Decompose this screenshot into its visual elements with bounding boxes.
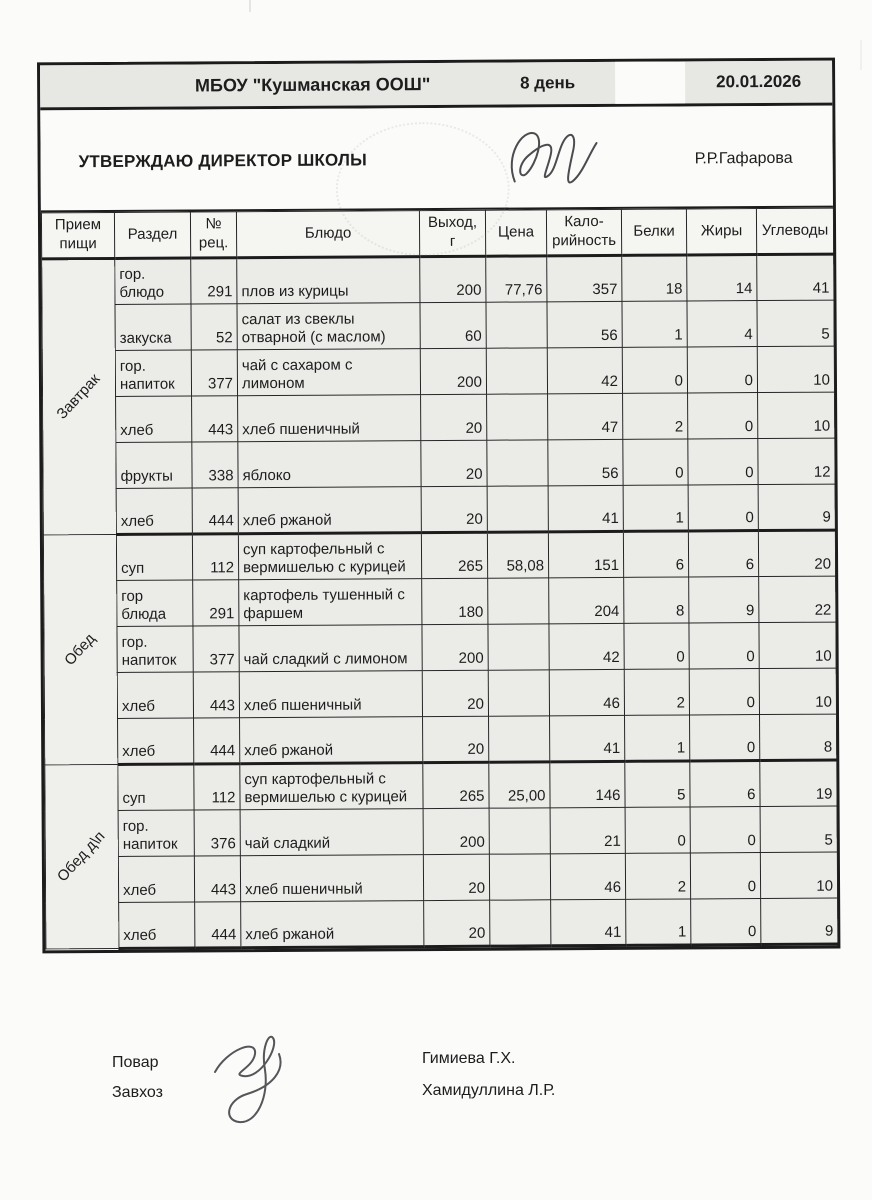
title-band-gap bbox=[615, 61, 685, 103]
cell-output-g: 20 bbox=[421, 440, 487, 486]
cell-protein: 1 bbox=[626, 899, 691, 945]
cell-price: 77,76 bbox=[486, 256, 547, 302]
cell-fat: 0 bbox=[689, 669, 759, 715]
cell-output-g: 180 bbox=[422, 578, 488, 624]
col-header: Жиры bbox=[686, 209, 756, 255]
cell-price bbox=[490, 900, 551, 946]
table-row bbox=[43, 484, 835, 535]
cell-protein: 0 bbox=[625, 807, 690, 853]
cell-razdel: гор блюда bbox=[117, 580, 193, 626]
col-header: Выход, г bbox=[419, 210, 485, 256]
cell-calories: 47 bbox=[548, 393, 623, 439]
director-name: Р.Р.Гафарова bbox=[694, 149, 793, 168]
meal-label: Обед д\п bbox=[53, 827, 109, 885]
cell-carbs: 9 bbox=[758, 484, 835, 530]
cell-price bbox=[489, 854, 550, 900]
cell-razdel: закуска bbox=[115, 304, 191, 350]
cell-fat: 4 bbox=[687, 301, 757, 347]
cell-recipe-number: 444 bbox=[195, 902, 241, 948]
cell-razdel: хлеб bbox=[118, 856, 194, 902]
cell-protein: 0 bbox=[624, 623, 689, 669]
director-signature-icon bbox=[492, 115, 618, 206]
cell-dish: чай сладкий с лимоном bbox=[239, 625, 422, 672]
footer-signatures bbox=[37, 1044, 829, 1164]
cell-output-g: 20 bbox=[422, 670, 488, 716]
menu-day: 8 день bbox=[520, 73, 576, 93]
cell-carbs: 41 bbox=[757, 254, 834, 300]
cell-protein: 8 bbox=[624, 577, 689, 623]
cell-razdel: суп bbox=[116, 534, 192, 580]
cell-protein: 1 bbox=[622, 301, 687, 347]
cell-protein: 2 bbox=[624, 669, 689, 715]
cell-fat: 6 bbox=[690, 761, 760, 807]
cell-output-g: 200 bbox=[420, 348, 486, 394]
cell-price: 58,08 bbox=[487, 532, 548, 578]
cell-dish: хлеб ржаной bbox=[240, 717, 423, 764]
cell-carbs: 20 bbox=[758, 530, 835, 576]
approval-band bbox=[40, 106, 833, 213]
cell-calories: 46 bbox=[550, 853, 625, 899]
cell-dish: хлеб пшеничный bbox=[239, 671, 422, 718]
cell-dish: хлеб ржаной bbox=[238, 487, 421, 534]
cell-recipe-number: 291 bbox=[193, 580, 239, 626]
cell-fat: 0 bbox=[688, 485, 758, 531]
cell-recipe-number: 291 bbox=[191, 258, 237, 304]
scan-artifact bbox=[249, 0, 251, 12]
table-row bbox=[46, 898, 838, 949]
table-row bbox=[44, 668, 836, 719]
table-row bbox=[43, 438, 835, 489]
table-row bbox=[42, 254, 834, 305]
cell-razdel: суп bbox=[118, 764, 194, 810]
meal-label-cell bbox=[43, 534, 117, 764]
cell-dish: суп картофельный с вермишелью с курицей bbox=[238, 533, 421, 580]
cell-price bbox=[488, 578, 549, 624]
cell-output-g: 200 bbox=[423, 808, 489, 854]
cell-dish: чай с сахаром с лимоном bbox=[237, 349, 420, 396]
menu-table bbox=[41, 208, 838, 951]
table-row bbox=[43, 392, 835, 443]
cell-calories: 42 bbox=[547, 347, 622, 393]
cell-calories: 56 bbox=[548, 439, 623, 485]
col-header: Белки bbox=[621, 209, 686, 255]
cell-dish: хлеб пшеничный bbox=[240, 855, 423, 902]
cell-razdel: гор. напиток bbox=[115, 350, 191, 396]
cell-calories: 41 bbox=[548, 485, 623, 531]
cell-recipe-number: 377 bbox=[191, 350, 237, 396]
cell-carbs: 9 bbox=[761, 898, 838, 944]
cell-dish: хлеб ржаной bbox=[241, 901, 424, 948]
col-header: Цена bbox=[485, 210, 546, 256]
cell-output-g: 265 bbox=[423, 762, 489, 808]
cell-razdel: гор. напиток bbox=[118, 810, 194, 856]
cell-fat: 0 bbox=[689, 623, 759, 669]
cell-price bbox=[486, 348, 547, 394]
cell-razdel: гор. блюдо bbox=[115, 258, 191, 304]
cell-fat: 0 bbox=[690, 715, 760, 761]
meal-label-cell bbox=[45, 764, 119, 948]
cell-carbs: 5 bbox=[760, 806, 837, 852]
cell-protein: 2 bbox=[625, 853, 690, 899]
cell-fat: 0 bbox=[691, 899, 761, 945]
table-row bbox=[45, 760, 837, 811]
cell-fat: 14 bbox=[687, 255, 757, 301]
cell-protein: 1 bbox=[625, 715, 690, 761]
cell-protein: 2 bbox=[623, 393, 688, 439]
cell-carbs: 19 bbox=[760, 760, 837, 806]
cell-razdel: хлеб bbox=[117, 672, 193, 718]
cell-recipe-number: 377 bbox=[193, 626, 239, 672]
cell-dish: плов из курицы bbox=[237, 257, 420, 304]
col-header: № рец. bbox=[190, 212, 236, 258]
cell-calories: 46 bbox=[549, 669, 624, 715]
cell-carbs: 5 bbox=[757, 300, 834, 346]
cell-dish: суп картофельный с вермишелью с курицей bbox=[240, 763, 423, 810]
cell-razdel: фрукты bbox=[116, 442, 192, 488]
cell-protein: 1 bbox=[623, 485, 688, 531]
cell-carbs: 22 bbox=[759, 576, 836, 622]
table-row bbox=[45, 852, 837, 903]
cell-output-g: 200 bbox=[420, 256, 486, 302]
cell-calories: 21 bbox=[550, 807, 625, 853]
signer-name: Гимиева Г.Х. bbox=[422, 1050, 516, 1067]
cell-calories: 56 bbox=[547, 301, 622, 347]
signer-row bbox=[112, 1054, 212, 1072]
cell-price bbox=[488, 624, 549, 670]
cell-fat: 6 bbox=[688, 531, 758, 577]
col-header: Прием пищи bbox=[41, 212, 114, 258]
cell-price bbox=[489, 808, 550, 854]
cell-price: 25,00 bbox=[489, 762, 550, 808]
cell-recipe-number: 52 bbox=[191, 304, 237, 350]
cell-output-g: 20 bbox=[424, 900, 490, 946]
cell-carbs: 12 bbox=[758, 438, 835, 484]
cell-recipe-number: 112 bbox=[192, 534, 238, 580]
cell-recipe-number: 443 bbox=[193, 672, 239, 718]
meal-label: Обед bbox=[61, 629, 99, 669]
cell-output-g: 265 bbox=[421, 532, 487, 578]
cell-recipe-number: 443 bbox=[194, 856, 240, 902]
cell-carbs: 10 bbox=[759, 622, 836, 668]
table-row bbox=[42, 346, 834, 397]
cell-protein: 18 bbox=[622, 255, 687, 301]
cell-fat: 0 bbox=[690, 807, 760, 853]
table-row bbox=[45, 714, 837, 765]
cell-calories: 42 bbox=[549, 623, 624, 669]
col-header: Раздел bbox=[114, 212, 190, 258]
cell-fat: 0 bbox=[688, 393, 758, 439]
menu-date: 20.01.2026 bbox=[716, 71, 802, 92]
cell-calories: 151 bbox=[548, 531, 623, 577]
cell-price bbox=[487, 486, 548, 532]
cell-price bbox=[488, 670, 549, 716]
table-row bbox=[43, 530, 835, 581]
faint-stamp bbox=[335, 122, 510, 257]
meal-label: Завтрак bbox=[53, 370, 104, 423]
col-header: Углеводы bbox=[756, 208, 833, 254]
school-name: МБОУ "Кушманская ООШ" bbox=[194, 73, 431, 95]
cell-carbs: 10 bbox=[759, 668, 836, 714]
cell-razdel: хлеб bbox=[116, 396, 192, 442]
cell-dish: яблоко bbox=[238, 441, 421, 488]
cell-output-g: 20 bbox=[423, 716, 489, 762]
cell-calories: 357 bbox=[547, 255, 622, 301]
cell-carbs: 10 bbox=[760, 852, 837, 898]
cell-recipe-number: 444 bbox=[192, 488, 238, 534]
cell-protein: 0 bbox=[623, 439, 688, 485]
cell-carbs: 8 bbox=[760, 714, 837, 760]
cell-output-g: 20 bbox=[421, 486, 487, 532]
cell-recipe-number: 443 bbox=[192, 396, 238, 442]
cell-fat: 0 bbox=[688, 439, 758, 485]
cell-recipe-number: 338 bbox=[192, 442, 238, 488]
signer-name: Хамидуллина Л.Р. bbox=[422, 1082, 556, 1099]
cell-output-g: 200 bbox=[422, 624, 488, 670]
title-band bbox=[40, 61, 832, 111]
cell-price bbox=[487, 440, 548, 486]
cell-fat: 9 bbox=[689, 577, 759, 623]
cell-output-g: 20 bbox=[421, 394, 487, 440]
table-row bbox=[42, 300, 834, 351]
cell-razdel: хлеб bbox=[119, 902, 195, 948]
cell-protein: 6 bbox=[623, 531, 688, 577]
document-frame bbox=[37, 58, 840, 954]
cell-razdel: гор. напиток bbox=[117, 626, 193, 672]
signer-role: Завхоз bbox=[112, 1084, 163, 1101]
table-row bbox=[44, 576, 836, 627]
cell-calories: 204 bbox=[549, 577, 624, 623]
cell-recipe-number: 376 bbox=[194, 810, 240, 856]
cell-calories: 41 bbox=[550, 715, 625, 761]
table-row bbox=[44, 622, 836, 673]
cell-recipe-number: 112 bbox=[194, 764, 240, 810]
cell-protein: 5 bbox=[625, 761, 690, 807]
cell-razdel: хлеб bbox=[116, 488, 192, 534]
cell-protein: 0 bbox=[622, 347, 687, 393]
cell-dish: хлеб пшеничный bbox=[238, 395, 421, 442]
table-row bbox=[45, 806, 837, 857]
cell-carbs: 10 bbox=[757, 346, 834, 392]
cell-fat: 0 bbox=[690, 853, 760, 899]
cell-output-g: 20 bbox=[423, 854, 489, 900]
cell-dish: картофель тушенный с фаршем bbox=[239, 579, 422, 626]
cell-price bbox=[487, 394, 548, 440]
signer-row bbox=[112, 1084, 212, 1102]
approval-text: УТВЕРЖДАЮ ДИРЕКТОР ШКОЛЫ bbox=[78, 150, 368, 172]
cell-price bbox=[486, 302, 547, 348]
cell-calories: 146 bbox=[550, 761, 625, 807]
col-header: Кало- рийность bbox=[546, 209, 621, 255]
cell-output-g: 60 bbox=[420, 302, 486, 348]
cell-recipe-number: 444 bbox=[194, 718, 240, 764]
signer-role: Повар bbox=[112, 1054, 159, 1071]
scan-artifact bbox=[860, 40, 862, 70]
cell-price bbox=[489, 716, 550, 762]
cell-carbs: 10 bbox=[758, 392, 835, 438]
cell-calories: 41 bbox=[551, 899, 626, 945]
cell-dish: салат из свеклы отварной (с маслом) bbox=[237, 303, 420, 350]
cell-razdel: хлеб bbox=[118, 718, 194, 764]
table-body bbox=[42, 254, 838, 949]
col-header: Блюдо bbox=[236, 211, 419, 258]
cell-dish: чай сладкий bbox=[240, 809, 423, 856]
meal-label-cell bbox=[42, 258, 117, 534]
cell-fat: 0 bbox=[687, 347, 757, 393]
